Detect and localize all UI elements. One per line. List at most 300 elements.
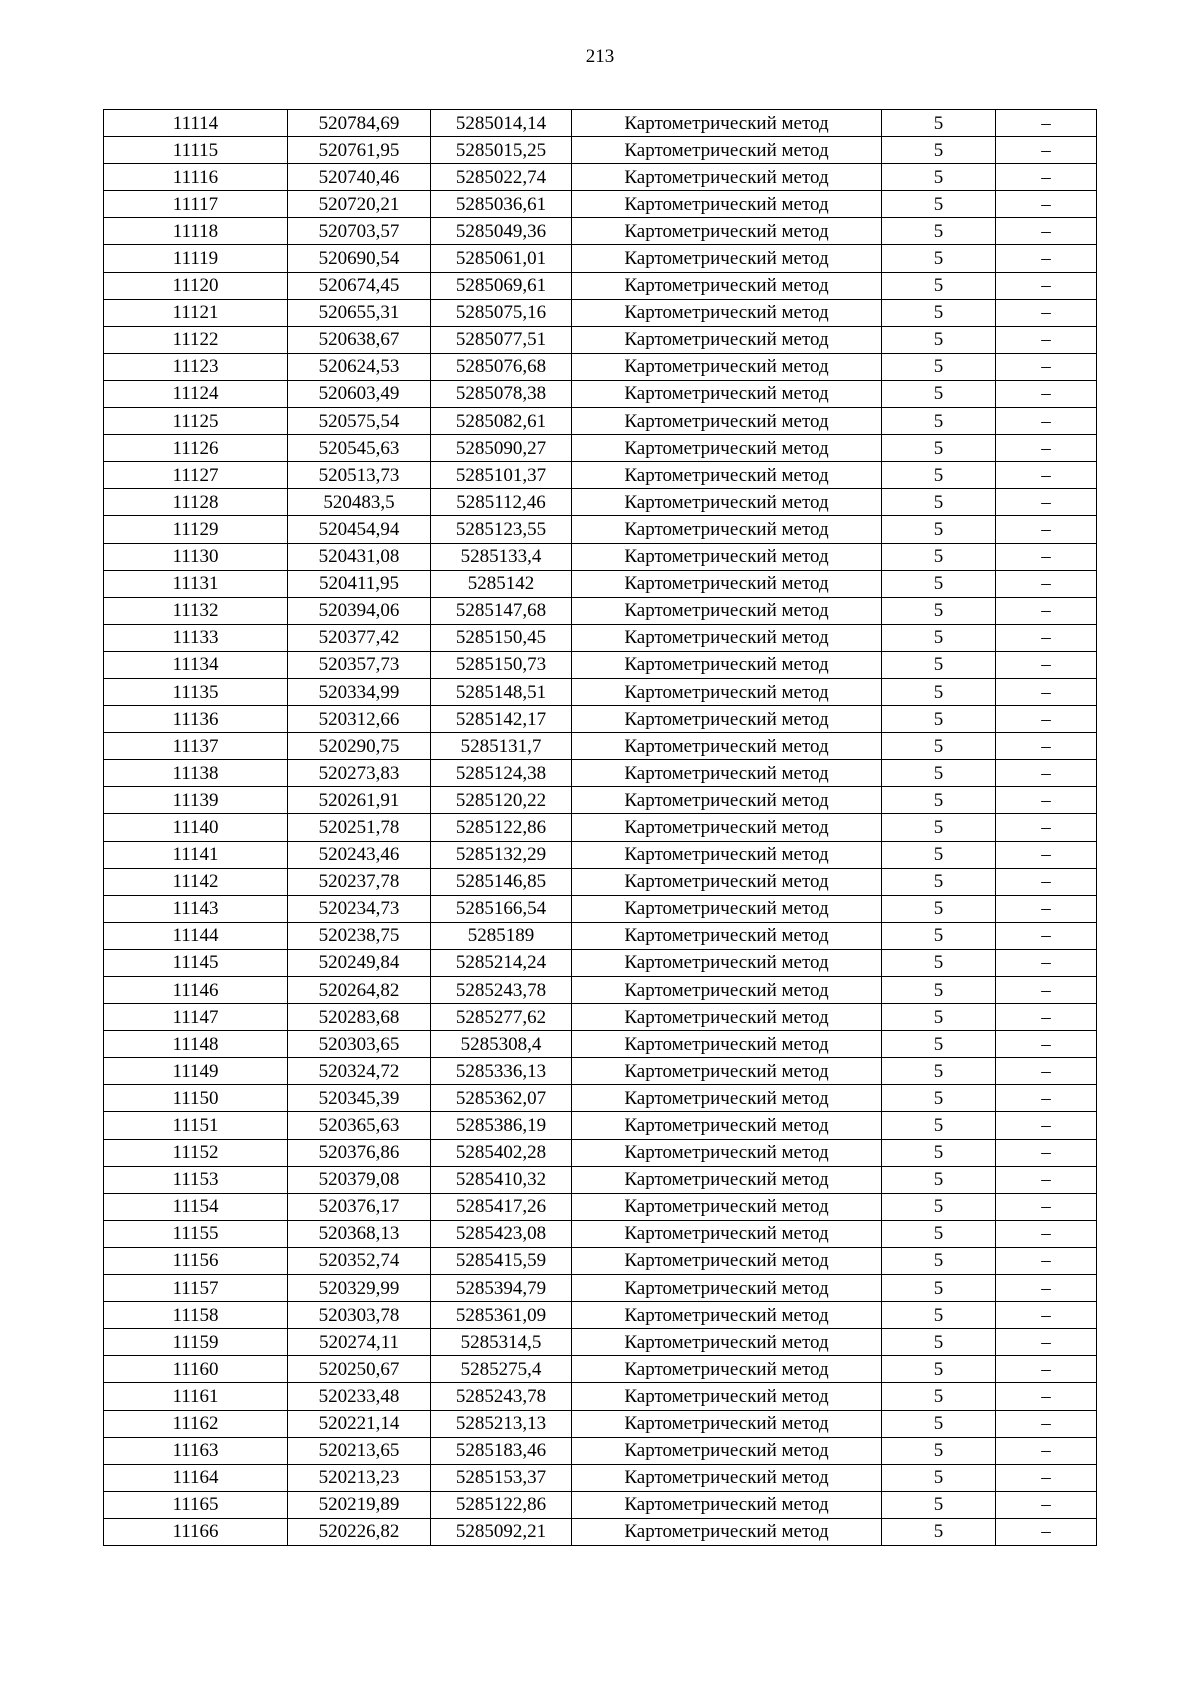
y-coordinate-cell: 5285189	[431, 922, 572, 949]
method-cell: Картометрический метод	[572, 1247, 882, 1274]
description-cell: –	[996, 543, 1097, 570]
description-cell: –	[996, 814, 1097, 841]
accuracy-cell: 5	[882, 1491, 996, 1518]
point-number-cell: 11164	[104, 1464, 288, 1491]
method-cell: Картометрический метод	[572, 435, 882, 462]
method-cell: Картометрический метод	[572, 245, 882, 272]
x-coordinate-cell: 520303,78	[288, 1302, 431, 1329]
point-number-cell: 11148	[104, 1031, 288, 1058]
y-coordinate-cell: 5285314,5	[431, 1329, 572, 1356]
x-coordinate-cell: 520249,84	[288, 949, 431, 976]
accuracy-cell: 5	[882, 1356, 996, 1383]
description-cell: –	[996, 1275, 1097, 1302]
table-row	[104, 733, 1097, 760]
description-cell: –	[996, 651, 1097, 678]
table-row	[104, 1058, 1097, 1085]
y-coordinate-cell: 5285142,17	[431, 706, 572, 733]
y-coordinate-cell: 5285122,86	[431, 1491, 572, 1518]
method-cell: Картометрический метод	[572, 1437, 882, 1464]
point-number-cell: 11123	[104, 353, 288, 380]
point-number-cell: 11162	[104, 1410, 288, 1437]
accuracy-cell: 5	[882, 137, 996, 164]
point-number-cell: 11151	[104, 1112, 288, 1139]
y-coordinate-cell: 5285243,78	[431, 1383, 572, 1410]
method-cell: Картометрический метод	[572, 191, 882, 218]
x-coordinate-cell: 520274,11	[288, 1329, 431, 1356]
point-number-cell: 11150	[104, 1085, 288, 1112]
description-cell: –	[996, 326, 1097, 353]
y-coordinate-cell: 5285077,51	[431, 326, 572, 353]
table-row	[104, 435, 1097, 462]
y-coordinate-cell: 5285410,32	[431, 1166, 572, 1193]
accuracy-cell: 5	[882, 760, 996, 787]
table-row	[104, 1383, 1097, 1410]
accuracy-cell: 5	[882, 435, 996, 462]
x-coordinate-cell: 520703,57	[288, 218, 431, 245]
table-row	[104, 1112, 1097, 1139]
method-cell: Картометрический метод	[572, 570, 882, 597]
y-coordinate-cell: 5285131,7	[431, 733, 572, 760]
accuracy-cell: 5	[882, 326, 996, 353]
x-coordinate-cell: 520273,83	[288, 760, 431, 787]
point-number-cell: 11155	[104, 1220, 288, 1247]
accuracy-cell: 5	[882, 408, 996, 435]
description-cell: –	[996, 760, 1097, 787]
table-row	[104, 624, 1097, 651]
description-cell: –	[996, 597, 1097, 624]
table-row	[104, 272, 1097, 299]
point-number-cell: 11115	[104, 137, 288, 164]
x-coordinate-cell: 520251,78	[288, 814, 431, 841]
description-cell: –	[996, 787, 1097, 814]
table-row	[104, 164, 1097, 191]
x-coordinate-cell: 520283,68	[288, 1004, 431, 1031]
y-coordinate-cell: 5285275,4	[431, 1356, 572, 1383]
method-cell: Картометрический метод	[572, 624, 882, 651]
point-number-cell: 11161	[104, 1383, 288, 1410]
accuracy-cell: 5	[882, 191, 996, 218]
y-coordinate-cell: 5285361,09	[431, 1302, 572, 1329]
y-coordinate-cell: 5285153,37	[431, 1464, 572, 1491]
method-cell: Картометрический метод	[572, 1220, 882, 1247]
table-row	[104, 543, 1097, 570]
table-row	[104, 245, 1097, 272]
y-coordinate-cell: 5285124,38	[431, 760, 572, 787]
description-cell: –	[996, 624, 1097, 651]
y-coordinate-cell: 5285133,4	[431, 543, 572, 570]
x-coordinate-cell: 520329,99	[288, 1275, 431, 1302]
accuracy-cell: 5	[882, 353, 996, 380]
method-cell: Картометрический метод	[572, 1356, 882, 1383]
accuracy-cell: 5	[882, 1031, 996, 1058]
table-row	[104, 651, 1097, 678]
y-coordinate-cell: 5285120,22	[431, 787, 572, 814]
table-row	[104, 895, 1097, 922]
point-number-cell: 11127	[104, 462, 288, 489]
method-cell: Картометрический метод	[572, 326, 882, 353]
table-row	[104, 137, 1097, 164]
y-coordinate-cell: 5285015,25	[431, 137, 572, 164]
point-number-cell: 11126	[104, 435, 288, 462]
description-cell: –	[996, 1518, 1097, 1545]
description-cell: –	[996, 218, 1097, 245]
table-row	[104, 516, 1097, 543]
y-coordinate-cell: 5285082,61	[431, 408, 572, 435]
method-cell: Картометрический метод	[572, 516, 882, 543]
x-coordinate-cell: 520674,45	[288, 272, 431, 299]
table-row	[104, 597, 1097, 624]
accuracy-cell: 5	[882, 380, 996, 407]
x-coordinate-cell: 520394,06	[288, 597, 431, 624]
method-cell: Картометрический метод	[572, 1410, 882, 1437]
point-number-cell: 11145	[104, 949, 288, 976]
description-cell: –	[996, 1166, 1097, 1193]
accuracy-cell: 5	[882, 895, 996, 922]
point-number-cell: 11134	[104, 651, 288, 678]
accuracy-cell: 5	[882, 624, 996, 651]
description-cell: –	[996, 245, 1097, 272]
table-row	[104, 570, 1097, 597]
description-cell: –	[996, 1410, 1097, 1437]
y-coordinate-cell: 5285308,4	[431, 1031, 572, 1058]
y-coordinate-cell: 5285014,14	[431, 110, 572, 137]
method-cell: Картометрический метод	[572, 1491, 882, 1518]
point-number-cell: 11124	[104, 380, 288, 407]
table-row	[104, 326, 1097, 353]
description-cell: –	[996, 949, 1097, 976]
point-number-cell: 11118	[104, 218, 288, 245]
description-cell: –	[996, 1464, 1097, 1491]
accuracy-cell: 5	[882, 733, 996, 760]
description-cell: –	[996, 110, 1097, 137]
description-cell: –	[996, 1193, 1097, 1220]
x-coordinate-cell: 520411,95	[288, 570, 431, 597]
description-cell: –	[996, 706, 1097, 733]
method-cell: Картометрический метод	[572, 814, 882, 841]
accuracy-cell: 5	[882, 272, 996, 299]
point-number-cell: 11114	[104, 110, 288, 137]
point-number-cell: 11160	[104, 1356, 288, 1383]
y-coordinate-cell: 5285183,46	[431, 1437, 572, 1464]
y-coordinate-cell: 5285394,79	[431, 1275, 572, 1302]
y-coordinate-cell: 5285166,54	[431, 895, 572, 922]
x-coordinate-cell: 520603,49	[288, 380, 431, 407]
description-cell: –	[996, 299, 1097, 326]
accuracy-cell: 5	[882, 977, 996, 1004]
x-coordinate-cell: 520290,75	[288, 733, 431, 760]
accuracy-cell: 5	[882, 1518, 996, 1545]
method-cell: Картометрический метод	[572, 489, 882, 516]
description-cell: –	[996, 1247, 1097, 1274]
table-row	[104, 1247, 1097, 1274]
method-cell: Картометрический метод	[572, 787, 882, 814]
point-number-cell: 11152	[104, 1139, 288, 1166]
point-number-cell: 11141	[104, 841, 288, 868]
method-cell: Картометрический метод	[572, 733, 882, 760]
description-cell: –	[996, 137, 1097, 164]
accuracy-cell: 5	[882, 1139, 996, 1166]
y-coordinate-cell: 5285362,07	[431, 1085, 572, 1112]
accuracy-cell: 5	[882, 1302, 996, 1329]
y-coordinate-cell: 5285049,36	[431, 218, 572, 245]
x-coordinate-cell: 520638,67	[288, 326, 431, 353]
point-number-cell: 11128	[104, 489, 288, 516]
accuracy-cell: 5	[882, 1410, 996, 1437]
table-row	[104, 706, 1097, 733]
description-cell: –	[996, 462, 1097, 489]
x-coordinate-cell: 520238,75	[288, 922, 431, 949]
description-cell: –	[996, 895, 1097, 922]
x-coordinate-cell: 520655,31	[288, 299, 431, 326]
accuracy-cell: 5	[882, 1085, 996, 1112]
point-number-cell: 11146	[104, 977, 288, 1004]
x-coordinate-cell: 520483,5	[288, 489, 431, 516]
method-cell: Картометрический метод	[572, 1275, 882, 1302]
method-cell: Картометрический метод	[572, 1193, 882, 1220]
accuracy-cell: 5	[882, 1383, 996, 1410]
table-row	[104, 299, 1097, 326]
y-coordinate-cell: 5285101,37	[431, 462, 572, 489]
accuracy-cell: 5	[882, 1329, 996, 1356]
point-number-cell: 11116	[104, 164, 288, 191]
point-number-cell: 11122	[104, 326, 288, 353]
description-cell: –	[996, 1085, 1097, 1112]
method-cell: Картометрический метод	[572, 868, 882, 895]
method-cell: Картометрический метод	[572, 922, 882, 949]
x-coordinate-cell: 520264,82	[288, 977, 431, 1004]
x-coordinate-cell: 520357,73	[288, 651, 431, 678]
table-row	[104, 1085, 1097, 1112]
x-coordinate-cell: 520720,21	[288, 191, 431, 218]
description-cell: –	[996, 733, 1097, 760]
x-coordinate-cell: 520740,46	[288, 164, 431, 191]
table-row	[104, 1329, 1097, 1356]
x-coordinate-cell: 520213,65	[288, 1437, 431, 1464]
x-coordinate-cell: 520261,91	[288, 787, 431, 814]
x-coordinate-cell: 520368,13	[288, 1220, 431, 1247]
x-coordinate-cell: 520376,17	[288, 1193, 431, 1220]
method-cell: Картометрический метод	[572, 380, 882, 407]
point-number-cell: 11136	[104, 706, 288, 733]
table-row	[104, 1437, 1097, 1464]
x-coordinate-cell: 520226,82	[288, 1518, 431, 1545]
method-cell: Картометрический метод	[572, 1004, 882, 1031]
x-coordinate-cell: 520513,73	[288, 462, 431, 489]
y-coordinate-cell: 5285336,13	[431, 1058, 572, 1085]
table-row	[104, 489, 1097, 516]
table-row	[104, 841, 1097, 868]
point-number-cell: 11147	[104, 1004, 288, 1031]
accuracy-cell: 5	[882, 1193, 996, 1220]
x-coordinate-cell: 520761,95	[288, 137, 431, 164]
description-cell: –	[996, 164, 1097, 191]
point-number-cell: 11144	[104, 922, 288, 949]
point-number-cell: 11119	[104, 245, 288, 272]
x-coordinate-cell: 520379,08	[288, 1166, 431, 1193]
y-coordinate-cell: 5285423,08	[431, 1220, 572, 1247]
method-cell: Картометрический метод	[572, 1139, 882, 1166]
point-number-cell: 11157	[104, 1275, 288, 1302]
point-number-cell: 11156	[104, 1247, 288, 1274]
point-number-cell: 11154	[104, 1193, 288, 1220]
x-coordinate-cell: 520334,99	[288, 678, 431, 705]
method-cell: Картометрический метод	[572, 1383, 882, 1410]
y-coordinate-cell: 5285415,59	[431, 1247, 572, 1274]
x-coordinate-cell: 520690,54	[288, 245, 431, 272]
x-coordinate-cell: 520221,14	[288, 1410, 431, 1437]
accuracy-cell: 5	[882, 814, 996, 841]
x-coordinate-cell: 520377,42	[288, 624, 431, 651]
y-coordinate-cell: 5285214,24	[431, 949, 572, 976]
accuracy-cell: 5	[882, 570, 996, 597]
description-cell: –	[996, 1437, 1097, 1464]
method-cell: Картометрический метод	[572, 110, 882, 137]
description-cell: –	[996, 1329, 1097, 1356]
y-coordinate-cell: 5285069,61	[431, 272, 572, 299]
method-cell: Картометрический метод	[572, 895, 882, 922]
point-number-cell: 11149	[104, 1058, 288, 1085]
coordinates-table-body	[104, 110, 1097, 1546]
x-coordinate-cell: 520365,63	[288, 1112, 431, 1139]
table-row	[104, 1139, 1097, 1166]
accuracy-cell: 5	[882, 706, 996, 733]
description-cell: –	[996, 570, 1097, 597]
accuracy-cell: 5	[882, 110, 996, 137]
method-cell: Картометрический метод	[572, 678, 882, 705]
y-coordinate-cell: 5285417,26	[431, 1193, 572, 1220]
y-coordinate-cell: 5285061,01	[431, 245, 572, 272]
table-row	[104, 922, 1097, 949]
y-coordinate-cell: 5285243,78	[431, 977, 572, 1004]
point-number-cell: 11132	[104, 597, 288, 624]
method-cell: Картометрический метод	[572, 1112, 882, 1139]
accuracy-cell: 5	[882, 597, 996, 624]
description-cell: –	[996, 1004, 1097, 1031]
y-coordinate-cell: 5285076,68	[431, 353, 572, 380]
description-cell: –	[996, 1220, 1097, 1247]
x-coordinate-cell: 520376,86	[288, 1139, 431, 1166]
point-number-cell: 11165	[104, 1491, 288, 1518]
point-number-cell: 11133	[104, 624, 288, 651]
accuracy-cell: 5	[882, 868, 996, 895]
x-coordinate-cell: 520784,69	[288, 110, 431, 137]
y-coordinate-cell: 5285075,16	[431, 299, 572, 326]
y-coordinate-cell: 5285112,46	[431, 489, 572, 516]
method-cell: Картометрический метод	[572, 137, 882, 164]
table-row	[104, 218, 1097, 245]
point-number-cell: 11125	[104, 408, 288, 435]
x-coordinate-cell: 520237,78	[288, 868, 431, 895]
table-row	[104, 462, 1097, 489]
method-cell: Картометрический метод	[572, 1329, 882, 1356]
x-coordinate-cell: 520624,53	[288, 353, 431, 380]
method-cell: Картометрический метод	[572, 597, 882, 624]
description-cell: –	[996, 678, 1097, 705]
accuracy-cell: 5	[882, 678, 996, 705]
method-cell: Картометрический метод	[572, 272, 882, 299]
table-row	[104, 1464, 1097, 1491]
x-coordinate-cell: 520352,74	[288, 1247, 431, 1274]
point-number-cell: 11117	[104, 191, 288, 218]
table-row	[104, 1518, 1097, 1545]
table-row	[104, 1031, 1097, 1058]
method-cell: Картометрический метод	[572, 1085, 882, 1112]
accuracy-cell: 5	[882, 922, 996, 949]
accuracy-cell: 5	[882, 543, 996, 570]
x-coordinate-cell: 520431,08	[288, 543, 431, 570]
method-cell: Картометрический метод	[572, 164, 882, 191]
point-number-cell: 11159	[104, 1329, 288, 1356]
point-number-cell: 11138	[104, 760, 288, 787]
description-cell: –	[996, 380, 1097, 407]
accuracy-cell: 5	[882, 245, 996, 272]
table-row	[104, 949, 1097, 976]
accuracy-cell: 5	[882, 787, 996, 814]
table-row	[104, 353, 1097, 380]
point-number-cell: 11139	[104, 787, 288, 814]
point-number-cell: 11140	[104, 814, 288, 841]
point-number-cell: 11130	[104, 543, 288, 570]
y-coordinate-cell: 5285213,13	[431, 1410, 572, 1437]
accuracy-cell: 5	[882, 1112, 996, 1139]
method-cell: Картометрический метод	[572, 299, 882, 326]
table-row	[104, 408, 1097, 435]
accuracy-cell: 5	[882, 841, 996, 868]
accuracy-cell: 5	[882, 299, 996, 326]
table-row	[104, 1193, 1097, 1220]
description-cell: –	[996, 977, 1097, 1004]
y-coordinate-cell: 5285122,86	[431, 814, 572, 841]
x-coordinate-cell: 520324,72	[288, 1058, 431, 1085]
description-cell: –	[996, 1356, 1097, 1383]
table-row	[104, 1004, 1097, 1031]
y-coordinate-cell: 5285150,73	[431, 651, 572, 678]
accuracy-cell: 5	[882, 1004, 996, 1031]
description-cell: –	[996, 489, 1097, 516]
accuracy-cell: 5	[882, 1058, 996, 1085]
method-cell: Картометрический метод	[572, 760, 882, 787]
accuracy-cell: 5	[882, 1464, 996, 1491]
method-cell: Картометрический метод	[572, 408, 882, 435]
method-cell: Картометрический метод	[572, 218, 882, 245]
y-coordinate-cell: 5285150,45	[431, 624, 572, 651]
table-row	[104, 868, 1097, 895]
point-number-cell: 11131	[104, 570, 288, 597]
description-cell: –	[996, 1112, 1097, 1139]
description-cell: –	[996, 922, 1097, 949]
point-number-cell: 11137	[104, 733, 288, 760]
table-row	[104, 1356, 1097, 1383]
description-cell: –	[996, 1383, 1097, 1410]
method-cell: Картометрический метод	[572, 977, 882, 1004]
table-row	[104, 814, 1097, 841]
method-cell: Картометрический метод	[572, 651, 882, 678]
description-cell: –	[996, 516, 1097, 543]
point-number-cell: 11135	[104, 678, 288, 705]
method-cell: Картометрический метод	[572, 841, 882, 868]
table-row	[104, 1410, 1097, 1437]
method-cell: Картометрический метод	[572, 543, 882, 570]
table-row	[104, 1491, 1097, 1518]
accuracy-cell: 5	[882, 949, 996, 976]
y-coordinate-cell: 5285277,62	[431, 1004, 572, 1031]
x-coordinate-cell: 520250,67	[288, 1356, 431, 1383]
accuracy-cell: 5	[882, 1220, 996, 1247]
y-coordinate-cell: 5285036,61	[431, 191, 572, 218]
accuracy-cell: 5	[882, 651, 996, 678]
description-cell: –	[996, 1031, 1097, 1058]
x-coordinate-cell: 520233,48	[288, 1383, 431, 1410]
